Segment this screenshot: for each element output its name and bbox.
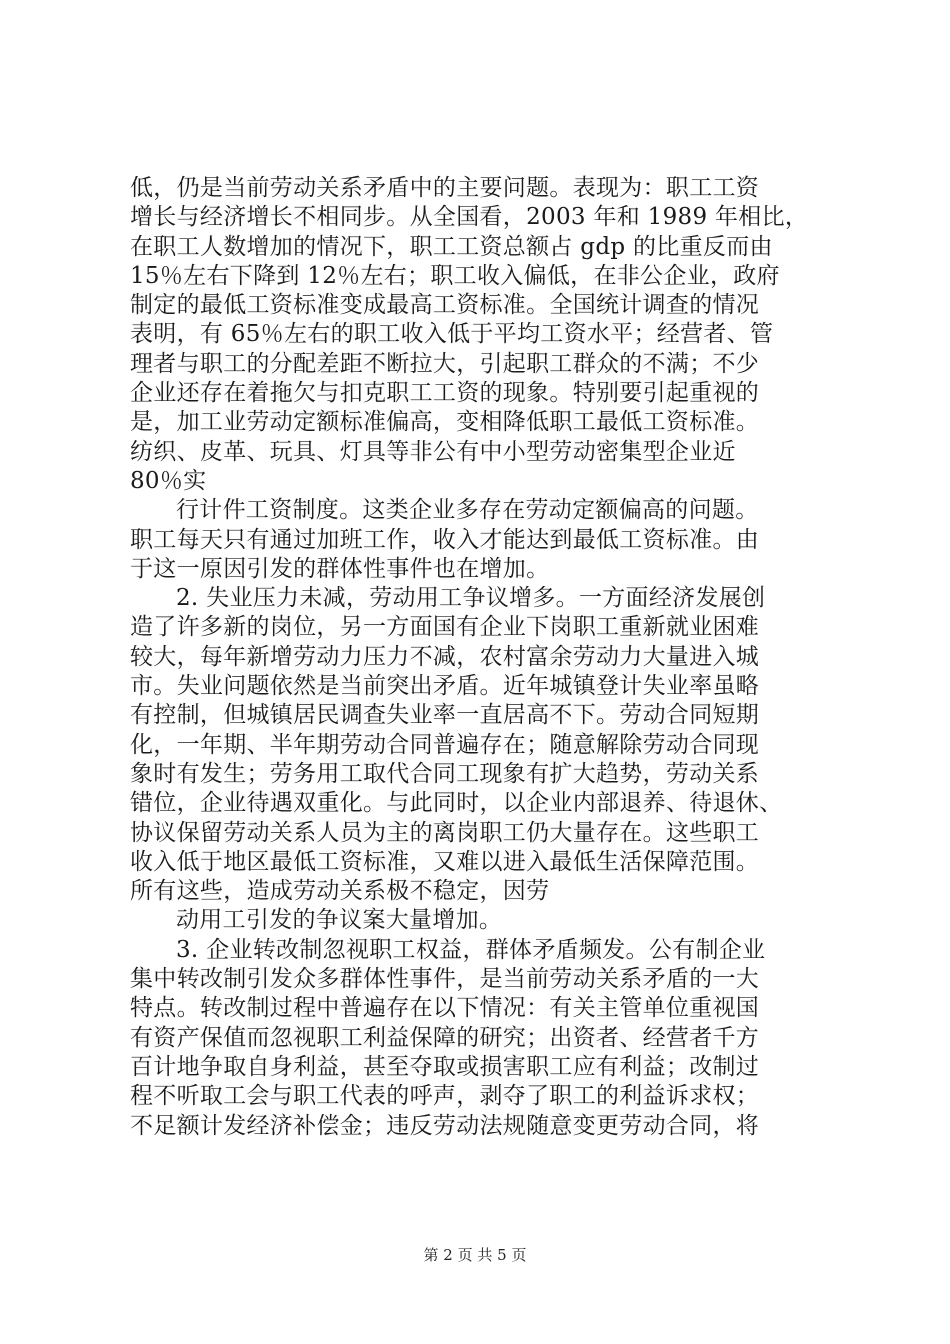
document-body <box>130 174 830 1141</box>
text-line: 表明，有 65％左右的职工收入低于平均工资水平；经营者、管 <box>130 321 774 348</box>
text-line: 增长与经济增长不相同步。从全国看，2003 年和 1989 年相比， <box>130 204 809 231</box>
text-line: 收入低于地区最低工资标准，又难以进入最低生活保障范围。 <box>130 848 760 875</box>
text-line: 企业还存在着拖欠与扣克职工工资的现象。特别要引起重视的 <box>130 380 760 407</box>
text-line: 行计件工资制度。这类企业多存在劳动定额偏高的问题。 <box>176 497 759 524</box>
text-line: 化，一年期、半年期劳动合同普遍存在；随意解除劳动合同现 <box>130 731 760 758</box>
text-line: 特点。转改制过程中普遍存在以下情况：有关主管单位重视国 <box>130 995 760 1022</box>
text-line: 较大，每年新增劳动力压力不减，农村富余劳动力大量进入城 <box>130 643 760 670</box>
text-line: 理者与职工的分配差距不断拉大，引起职工群众的不满；不少 <box>130 350 760 377</box>
text-line: 错位，企业待遇双重化。与此同时，以企业内部退养、待退休、 <box>130 790 783 817</box>
text-line: 不足额计发经济补偿金；违反劳动法规随意变更劳动合同，将 <box>130 1112 760 1139</box>
text-line: 集中转改制引发众多群体性事件，是当前劳动关系矛盾的一大 <box>130 966 760 993</box>
text-line: 动用工引发的争议案大量增加。 <box>176 907 503 934</box>
text-line: 在职工人数增加的情况下，职工工资总额占 gdp 的比重反而由 <box>130 233 773 260</box>
text-line: 80％实 <box>130 467 207 494</box>
text-line: 造了许多新的岗位，另一方面国有企业下岗职工重新就业困难 <box>130 614 760 641</box>
text-line: 低，仍是当前劳动关系矛盾中的主要问题。表现为：职工工资 <box>130 175 760 201</box>
text-line: 是，加工业劳动定额标准偏高，变相降低职工最低工资标准。 <box>130 409 760 436</box>
text-line: 2. 失业压力未减，劳动用工争议增多。一方面经济发展创 <box>176 585 766 612</box>
text-line: 所有这些，造成劳动关系极不稳定，因劳 <box>130 878 550 905</box>
text-line: 程不听取工会与职工代表的呼声，剥夺了职工的利益诉求权； <box>130 1083 760 1110</box>
text-line: 百计地争取自身利益，甚至夺取或损害职工应有利益；改制过 <box>130 1053 760 1080</box>
text-line: 象时有发生；劳务用工取代合同工现象有扩大趋势，劳动关系 <box>130 760 760 787</box>
text-line: 15％左右下降到 12％左右；职工收入偏低，在非公企业，政府 <box>130 262 780 289</box>
text-line: 纺织、皮革、玩具、灯具等非公有中小型劳动密集型企业近 <box>130 438 736 465</box>
text-line: 职工每天只有通过加班工作，收入才能达到最低工资标准。由 <box>130 526 760 553</box>
text-line: 有资产保值而忽视职工利益保障的研究；出资者、经营者千方 <box>130 1024 760 1051</box>
text-line: 制定的最低工资标准变成最高工资标准。全国统计调查的情况 <box>130 292 760 319</box>
text-line: 3. 企业转改制忽视职工权益，群体矛盾频发。公有制企业 <box>176 936 766 963</box>
text-line: 市。失业问题依然是当前突出矛盾。近年城镇登计失业率虽略 <box>130 673 760 700</box>
page-footer: 第 2 页 共 5 页 <box>423 1246 527 1264</box>
text-line: 协议保留劳动关系人员为主的离岗职工仍大量存在。这些职工 <box>130 819 760 846</box>
text-line: 有控制，但城镇居民调查失业率一直居高不下。劳动合同短期 <box>130 702 760 729</box>
text-line: 于这一原因引发的群体性事件也在增加。 <box>130 555 550 582</box>
